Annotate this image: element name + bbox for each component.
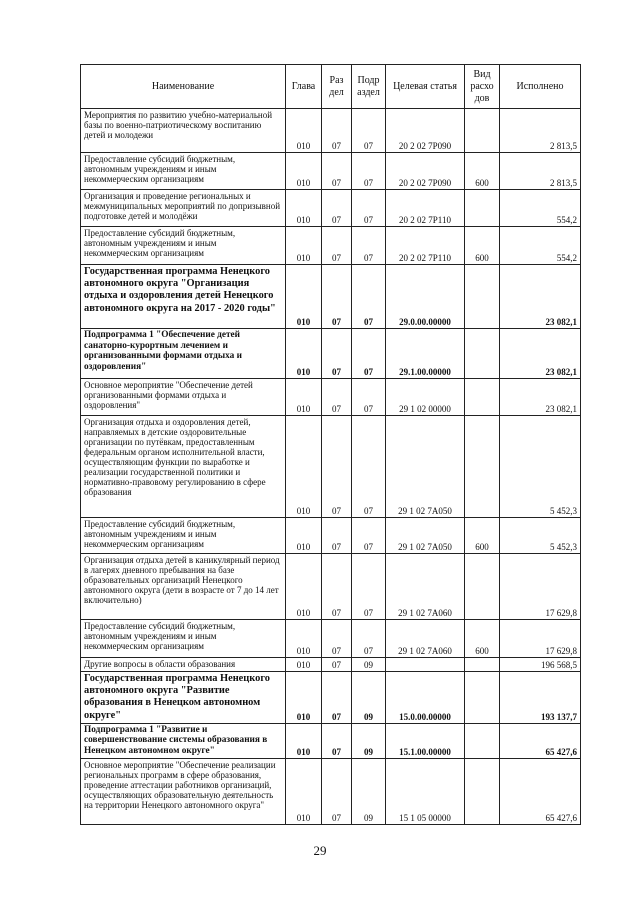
cell-glava: 010 xyxy=(286,672,322,724)
table-header-row xyxy=(81,65,581,109)
cell-podrazdel: 07 xyxy=(352,265,386,329)
cell-razdel: 07 xyxy=(322,265,352,329)
cell-vid xyxy=(465,658,500,672)
cell-executed: 23 082,1 xyxy=(500,379,581,416)
cell-razdel: 07 xyxy=(322,153,352,190)
cell-podrazdel: 07 xyxy=(352,227,386,265)
cell-executed: 65 427,6 xyxy=(500,723,581,758)
cell-name: Государственная программа Ненецкого автономного округа "Развитие образования в Ненецком автономном округе" xyxy=(81,672,286,724)
cell-glava: 010 xyxy=(286,265,322,329)
cell-executed: 5 452,3 xyxy=(500,416,581,518)
cell-target: 20 2 02 7P110 xyxy=(386,227,465,265)
cell-executed: 23 082,1 xyxy=(500,329,581,379)
cell-glava: 010 xyxy=(286,329,322,379)
cell-podrazdel: 07 xyxy=(352,518,386,554)
cell-razdel: 07 xyxy=(322,658,352,672)
cell-razdel: 07 xyxy=(322,109,352,153)
cell-vid xyxy=(465,672,500,724)
table-row xyxy=(81,190,581,227)
cell-name: Организация отдыха и оздоровления детей, направляемых в детские оздоровительные организации по путёвкам, предоставленным федеральным органом исполнительной власти, осуществляющим функции по выработке и реализации государственной политики и нормативно-правовому регулированию в сфере образования xyxy=(81,416,286,518)
cell-glava: 010 xyxy=(286,554,322,620)
cell-podrazdel: 07 xyxy=(352,554,386,620)
cell-executed: 65 427,6 xyxy=(500,758,581,824)
table-row xyxy=(81,723,581,758)
cell-target: 15.0.00.00000 xyxy=(386,672,465,724)
cell-executed: 17 629,8 xyxy=(500,554,581,620)
table-row xyxy=(81,658,581,672)
cell-target: 15 1 05 00000 xyxy=(386,758,465,824)
header-name: Наименование xyxy=(81,65,286,109)
cell-target xyxy=(386,658,465,672)
header-target: Целевая статья xyxy=(386,65,465,109)
header-vid: Вид расхо дов xyxy=(465,65,500,109)
cell-glava: 010 xyxy=(286,723,322,758)
cell-glava: 010 xyxy=(286,190,322,227)
cell-podrazdel: 07 xyxy=(352,190,386,227)
table-row xyxy=(81,518,581,554)
cell-vid: 600 xyxy=(465,518,500,554)
budget-table xyxy=(80,64,581,825)
cell-name: Организация отдыха детей в каникулярный период в лагерях дневного пребывания на базе образовательных организаций Ненецкого автономного округа (дети в возрасте от 7 до 14 лет включительно) xyxy=(81,554,286,620)
cell-podrazdel: 09 xyxy=(352,758,386,824)
cell-podrazdel: 07 xyxy=(352,379,386,416)
cell-target: 29.1.00.00000 xyxy=(386,329,465,379)
cell-podrazdel: 07 xyxy=(352,416,386,518)
cell-name: Предоставление субсидий бюджетным, автономным учреждениям и иным некоммерческим организациям xyxy=(81,227,286,265)
header-razdel: Раз дел xyxy=(322,65,352,109)
table-row xyxy=(81,379,581,416)
cell-vid xyxy=(465,416,500,518)
cell-glava: 010 xyxy=(286,379,322,416)
table-row xyxy=(81,265,581,329)
cell-razdel: 07 xyxy=(322,554,352,620)
cell-name: Предоставление субсидий бюджетным, автономным учреждениям и иным некоммерческим организациям xyxy=(81,153,286,190)
cell-vid: 600 xyxy=(465,227,500,265)
table-row xyxy=(81,620,581,658)
header-executed: Исполнено xyxy=(500,65,581,109)
cell-executed: 554,2 xyxy=(500,227,581,265)
cell-podrazdel: 07 xyxy=(352,109,386,153)
cell-executed: 2 813,5 xyxy=(500,153,581,190)
cell-vid xyxy=(465,329,500,379)
cell-podrazdel: 09 xyxy=(352,658,386,672)
header-glava: Глава xyxy=(286,65,322,109)
header-podrazdel: Подр аздел xyxy=(352,65,386,109)
table-row xyxy=(81,109,581,153)
cell-vid xyxy=(465,758,500,824)
table-row xyxy=(81,554,581,620)
cell-name: Другие вопросы в области образования xyxy=(81,658,286,672)
document-page xyxy=(80,64,580,825)
cell-name: Предоставление субсидий бюджетным, автономным учреждениям и иным некоммерческим организациям xyxy=(81,518,286,554)
cell-target: 29 1 02 7А050 xyxy=(386,416,465,518)
cell-executed: 2 813,5 xyxy=(500,109,581,153)
cell-razdel: 07 xyxy=(322,758,352,824)
cell-vid xyxy=(465,379,500,416)
cell-name: Мероприятия по развитию учебно-материальной базы по военно-патриотическому воспитанию детей и молодежи xyxy=(81,109,286,153)
cell-razdel: 07 xyxy=(322,620,352,658)
cell-razdel: 07 xyxy=(322,190,352,227)
cell-name: Государственная программа Ненецкого автономного округа "Организация отдыха и оздоровления детей Ненецкого автономного округа на 2017 - 2020 годы" xyxy=(81,265,286,329)
cell-glava: 010 xyxy=(286,227,322,265)
cell-razdel: 07 xyxy=(322,379,352,416)
cell-glava: 010 xyxy=(286,518,322,554)
cell-target: 15.1.00.00000 xyxy=(386,723,465,758)
cell-target: 29 1 02 7А060 xyxy=(386,620,465,658)
cell-razdel: 07 xyxy=(322,329,352,379)
cell-executed: 23 082,1 xyxy=(500,265,581,329)
cell-glava: 010 xyxy=(286,758,322,824)
cell-executed: 193 137,7 xyxy=(500,672,581,724)
cell-vid xyxy=(465,265,500,329)
cell-target: 20 2 02 7P110 xyxy=(386,190,465,227)
cell-target: 20 2 02 7P090 xyxy=(386,109,465,153)
cell-vid xyxy=(465,723,500,758)
cell-target: 29 1 02 00000 xyxy=(386,379,465,416)
page-number: 29 xyxy=(313,843,327,858)
cell-name: Подпрограмма 1 "Развитие и совершенствование системы образования в Ненецком автономном округе" xyxy=(81,723,286,758)
cell-executed: 5 452,3 xyxy=(500,518,581,554)
cell-executed: 554,2 xyxy=(500,190,581,227)
cell-razdel: 07 xyxy=(322,723,352,758)
cell-name: Организация и проведение региональных и межмуниципальных мероприятий по допризывной подготовке детей и молодёжи xyxy=(81,190,286,227)
cell-vid: 600 xyxy=(465,153,500,190)
cell-name: Подпрограмма 1 "Обеспечение детей санаторно-курортным лечением и организованными формами отдыха и оздоровления" xyxy=(81,329,286,379)
cell-podrazdel: 07 xyxy=(352,620,386,658)
cell-name: Предоставление субсидий бюджетным, автономным учреждениям и иным некоммерческим организациям xyxy=(81,620,286,658)
cell-name: Основное мероприятие "Обеспечение детей организованными формами отдыха и оздоровления" xyxy=(81,379,286,416)
cell-glava: 010 xyxy=(286,620,322,658)
table-row xyxy=(81,153,581,190)
cell-razdel: 07 xyxy=(322,416,352,518)
cell-target: 29.0.00.00000 xyxy=(386,265,465,329)
cell-executed: 17 629,8 xyxy=(500,620,581,658)
cell-glava: 010 xyxy=(286,658,322,672)
table-row xyxy=(81,329,581,379)
cell-razdel: 07 xyxy=(322,227,352,265)
cell-vid xyxy=(465,109,500,153)
table-row xyxy=(81,672,581,724)
cell-name: Основное мероприятие "Обеспечение реализации региональных программ в сфере образования, проведение аттестации работников организаций, осуществляющих образовательную деятельность на территории Ненецкого автономного округа" xyxy=(81,758,286,824)
cell-vid: 600 xyxy=(465,620,500,658)
cell-vid xyxy=(465,190,500,227)
cell-podrazdel: 09 xyxy=(352,723,386,758)
cell-target: 20 2 02 7P090 xyxy=(386,153,465,190)
cell-razdel: 07 xyxy=(322,518,352,554)
cell-glava: 010 xyxy=(286,109,322,153)
cell-podrazdel: 09 xyxy=(352,672,386,724)
cell-podrazdel: 07 xyxy=(352,329,386,379)
cell-glava: 010 xyxy=(286,416,322,518)
table-row xyxy=(81,227,581,265)
cell-target: 29 1 02 7А050 xyxy=(386,518,465,554)
table-row xyxy=(81,758,581,824)
cell-glava: 010 xyxy=(286,153,322,190)
cell-vid xyxy=(465,554,500,620)
cell-target: 29 1 02 7А060 xyxy=(386,554,465,620)
table-row xyxy=(81,416,581,518)
cell-razdel: 07 xyxy=(322,672,352,724)
cell-podrazdel: 07 xyxy=(352,153,386,190)
cell-executed: 196 568,5 xyxy=(500,658,581,672)
